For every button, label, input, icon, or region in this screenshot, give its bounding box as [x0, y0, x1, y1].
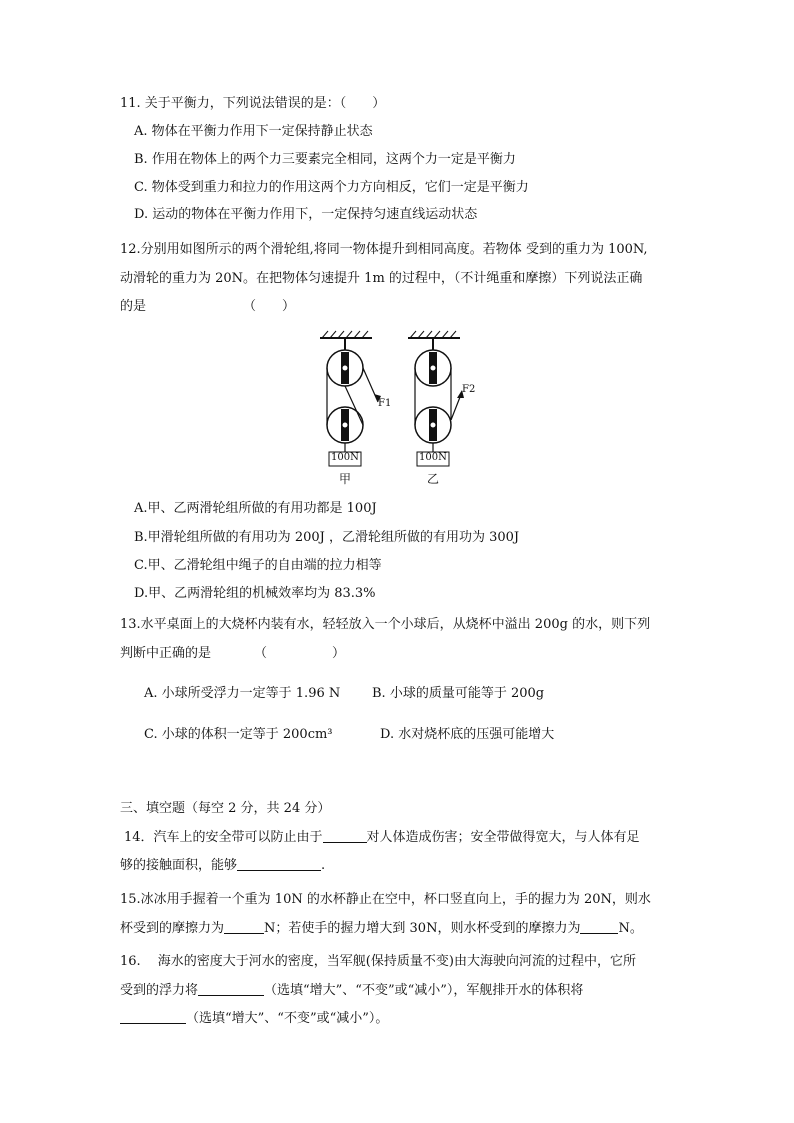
ceiling-hatch-left [322, 331, 368, 338]
q13-option-d: D. 水对烧杯底的压强可能增大 [380, 727, 555, 742]
q12-option-d: D.甲、乙两滑轮组的机械效率均为 83.3% [134, 586, 376, 601]
q14-text-3: 够的接触面积，能够 [120, 858, 238, 873]
q12-stem-line2: 动滑轮的重力为 20N。在把物体匀速提升 1m 的过程中，（不计绳重和摩擦）下列说法正确 [120, 271, 643, 286]
q11-option-a: A. 物体在平衡力作用下一定保持静止状态 [134, 124, 373, 139]
q11-stem: 11. 关于平衡力，下列说法错误的是：（ ） [120, 96, 386, 111]
q12-answer-paren: （ ） [243, 299, 296, 314]
q16-text-2: （选填“增大”、“不变”或“减小”），军舰排开水的体积将 [264, 983, 584, 998]
q12-option-a: A.甲、乙两滑轮组所做的有用功都是 100J [134, 501, 377, 516]
weight-label-right: 100N [419, 452, 447, 463]
force-label-right: F2 [462, 384, 476, 395]
q16-text-1: 受到的浮力将 [120, 983, 199, 998]
q15-text-3: N。 [618, 921, 643, 936]
q15-text-1: 杯受到的摩擦力为 [120, 921, 225, 936]
q13-stem-line2: 判断中正确的是 [120, 646, 212, 661]
q14-text-1: 14．汽车上的安全带可以防止由于 [124, 830, 323, 845]
q13-option-b: B. 小球的质量可能等于 200g [372, 686, 545, 701]
q13-option-c: C. 小球的体积一定等于 200cm³ [144, 727, 333, 742]
q15-blank-2[interactable] [580, 919, 618, 934]
q12-stem-line3: 的是 [120, 299, 147, 314]
q14-blank-2[interactable] [237, 856, 321, 871]
pulley-diagram [300, 330, 480, 490]
q14-text-4: . [321, 858, 326, 873]
q13-stem-line1: 13.水平桌面上的大烧杯内装有水，轻轻放入一个小球后，从烧杯中溢出 200g 的水，则下列 [120, 617, 651, 632]
q16-line2 [120, 981, 583, 1000]
q12-option-c: C.甲、乙滑轮组中绳子的自由端的拉力相等 [134, 558, 382, 573]
q16-line3 [120, 1009, 388, 1028]
q12-stem-line1: 12.分别用如图所示的两个滑轮组,将同一物体提升到相同高度。若物体 受到的重力为 100N, [120, 242, 648, 257]
q14-text-2: 对人体造成伤害；安全带做得宽大，与人体有足 [366, 830, 640, 845]
ceiling-hatch-right [410, 331, 456, 338]
caption-left: 甲 [339, 472, 352, 486]
q11-option-d: D. 运动的物体在平衡力作用下，一定保持匀速直线运动状态 [134, 207, 478, 222]
q16-text-3: （选填“增大”、“不变”或“减小”）。 [186, 1011, 389, 1026]
q14-line2 [120, 856, 325, 875]
q16-line1: 16. 海水的密度大于河水的密度，当军舰(保持质量不变)由大海驶向河流的过程中，它所 [120, 954, 636, 969]
weight-label-left: 100N [331, 452, 359, 463]
caption-right: 乙 [427, 472, 440, 486]
q13-option-a: A. 小球所受浮力一定等于 1.96 N [144, 686, 341, 701]
q13-answer-paren: （ ） [254, 646, 346, 661]
q14-blank-1[interactable] [323, 828, 367, 843]
q14-line1 [124, 828, 640, 847]
q15-line1: 15.冰冰用手握着一个重为 10N 的水杯静止在空中，杯口竖直向上，手的握力为 20N，则水 [120, 892, 651, 907]
q16-blank-2[interactable] [120, 1009, 186, 1024]
pulley-figure [300, 330, 480, 490]
force-label-left: F1 [378, 398, 392, 409]
q11-option-b: B. 作用在物体上的两个力三要素完全相同，这两个力一定是平衡力 [134, 152, 516, 167]
q16-blank-1[interactable] [198, 981, 264, 996]
q15-line2 [120, 919, 643, 938]
q12-option-b: B.甲滑轮组所做的有用功为 200J ，乙滑轮组所做的有用功为 300J [134, 530, 520, 545]
q15-blank-1[interactable] [224, 919, 264, 934]
q11-option-c: C. 物体受到重力和拉力的作用这两个力方向相反，它们一定是平衡力 [134, 180, 529, 195]
section-title: 三、填空题（每空 2 分，共 24 分） [120, 801, 331, 816]
q15-text-2: N；若使手的握力增大到 30N，则水杯受到的摩擦力为 [264, 921, 581, 936]
